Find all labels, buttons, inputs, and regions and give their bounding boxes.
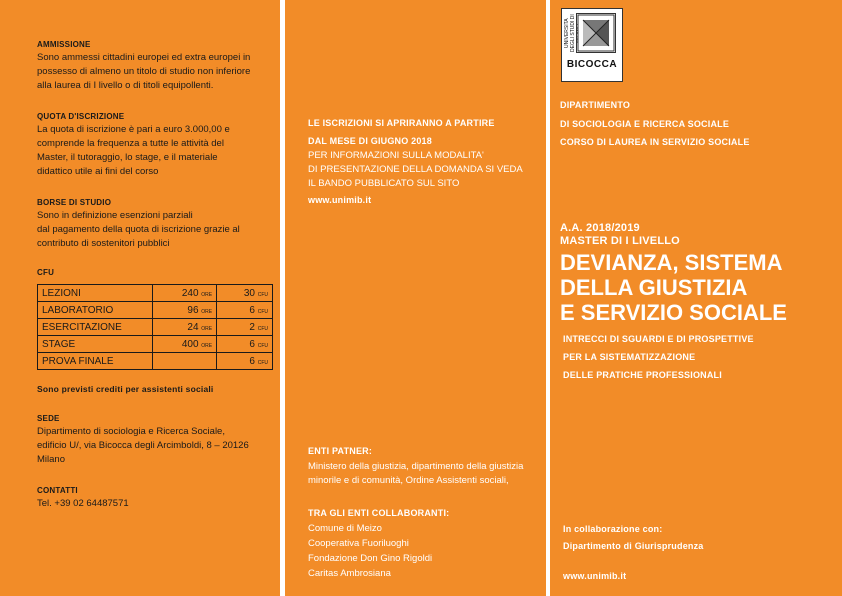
website-link[interactable]: www.unimib.it (308, 195, 372, 205)
dept-line: DI SOCIOLOGIA E RICERCA SOCIALE (560, 119, 730, 129)
table-row (38, 319, 273, 336)
title-line: DEVIANZA, SISTEMA (560, 250, 783, 275)
subtitle-line: DELLE PRATICHE PROFESSIONALI (563, 370, 722, 380)
enti-collaboranti-line: Cooperativa Fuoriluoghi (308, 538, 409, 549)
cfu-activity: LEZIONI (38, 285, 153, 302)
enti-collaboranti-line: Fondazione Don Gino Rigoldi (308, 553, 433, 564)
title-line: E SERVIZIO SOCIALE (560, 300, 787, 325)
ammissione-heading: AMMISSIONE (37, 40, 91, 49)
table-row (38, 302, 273, 319)
iscrizioni-bold-line: DAL MESE DI GIUGNO 2018 (308, 136, 432, 146)
contatti-text (37, 497, 277, 511)
cfu-activity: ESERCITAZIONE (38, 319, 153, 336)
dept-line: DIPARTIMENTO (560, 100, 631, 110)
contatti-line: Tel. +39 02 64487571 (37, 498, 129, 509)
subtitle-line: PER LA SISTEMATIZZAZIONE (563, 352, 696, 362)
table-row (38, 353, 273, 370)
sede-line: Milano (37, 454, 65, 465)
iscrizioni-bold-line: LE ISCRIZIONI SI APRIRANNO A PARTIRE (308, 118, 495, 128)
ammissione-text (37, 51, 277, 93)
main-title (560, 250, 840, 325)
title-line: DELLA GIUSTIZIA (560, 275, 748, 300)
quota-line: Master, il tutoraggio, lo stage, e il materiale (37, 152, 218, 163)
sede-heading: SEDE (37, 414, 60, 423)
quota-line: comprende la frequenza a tutte le attività del (37, 138, 224, 149)
borse-text (37, 209, 277, 251)
cfu-note: Sono previsti crediti per assistenti sociali (37, 384, 214, 394)
borse-line: contributo di sostenitori pubblici (37, 238, 170, 249)
enti-collaboranti-line: Comune di Meizo (308, 523, 382, 534)
academic-year: A.A. 2018/2019 (560, 222, 640, 234)
department-block (560, 95, 840, 151)
ammissione-line: alla laurea di I livello o di titoli equipollenti. (37, 80, 214, 91)
cfu-hours (152, 353, 216, 370)
master-level: MASTER DI I LIVELLO (560, 235, 680, 247)
cfu-hours: 96 ORE (152, 302, 216, 319)
iscrizioni-line: PER INFORMAZIONI SULLA MODALITA' (308, 150, 484, 161)
enti-collaboranti-heading: TRA GLI ENTI COLLABORANTI: (308, 508, 450, 518)
collab-name: Dipartimento di Giurisprudenza (563, 541, 704, 551)
subtitle-line: INTRECCI DI SGUARDI E DI PROSPETTIVE (563, 334, 754, 344)
table-row (38, 285, 273, 302)
sede-text (37, 425, 277, 467)
cfu-hours: 240 ORE (152, 285, 216, 302)
borse-line: dal pagamento della quota di iscrizione grazie al (37, 224, 240, 235)
quota-line: didattico utile ai fini del corso (37, 166, 159, 177)
cfu-activity: STAGE (38, 336, 153, 353)
middle-panel (285, 0, 546, 596)
quota-text (37, 123, 277, 179)
iscrizioni-line: IL BANDO PUBBLICATO SUL SITO (308, 178, 460, 189)
enti-partner-line: Ministero della giustizia, dipartimento della giustizia (308, 461, 524, 472)
borse-line: Sono in definizione esenzioni parziali (37, 210, 193, 221)
logo-name: BICOCCA (566, 59, 618, 70)
cfu-credits: 6 CFU (217, 302, 273, 319)
iscrizioni-block (308, 114, 544, 205)
enti-collaboranti-text (308, 521, 544, 581)
enti-collaboranti-line: Caritas Ambrosiana (308, 568, 391, 579)
sede-line: edificio U/, via Bicocca degli Arcimboldi, 8 – 20126 (37, 440, 249, 451)
contatti-heading: CONTATTI (37, 486, 78, 495)
cfu-hours: 24 ORE (152, 319, 216, 336)
logo-side-text: UNIVERSITA DEGLI STUDI DI (564, 14, 576, 52)
cfu-credits: 6 CFU (217, 336, 273, 353)
enti-partner-line: minorile e di comunità, Ordine Assistenti sociali, (308, 475, 509, 486)
cfu-activity: PROVA FINALE (38, 353, 153, 370)
quota-heading: QUOTA D'ISCRIZIONE (37, 112, 125, 121)
enti-partner-heading: ENTI PATNER: (308, 446, 373, 456)
ammissione-line: Sono ammessi cittadini europei ed extra europei in (37, 52, 251, 63)
cfu-credits: 2 CFU (217, 319, 273, 336)
logo-emblem-icon (576, 13, 616, 53)
iscrizioni-line: DI PRESENTAZIONE DELLA DOMANDA SI VEDA (308, 164, 523, 175)
borse-heading: BORSE DI STUDIO (37, 198, 112, 207)
left-panel (0, 0, 280, 596)
cfu-heading: CFU (37, 268, 55, 277)
ammissione-line: possesso di almeno un titolo di studio non inferiore (37, 66, 251, 77)
cfu-activity: LABORATORIO (38, 302, 153, 319)
quota-line: La quota di iscrizione è pari a euro 3.000,00 e (37, 124, 230, 135)
dept-line: CORSO DI LAUREA IN SERVIZIO SOCIALE (560, 137, 750, 147)
cfu-hours: 400 ORE (152, 336, 216, 353)
cfu-credits: 6 CFU (217, 353, 273, 370)
university-logo (561, 8, 623, 82)
collab-heading: In collaborazione con: (563, 524, 663, 534)
cfu-credits: 30 CFU (217, 285, 273, 302)
website-link-right[interactable]: www.unimib.it (563, 571, 627, 581)
cfu-table (37, 284, 273, 370)
subtitle-block (563, 330, 838, 384)
sede-line: Dipartimento di sociologia e Ricerca Sociale, (37, 426, 225, 437)
enti-partner-text (308, 460, 544, 488)
table-row (38, 336, 273, 353)
